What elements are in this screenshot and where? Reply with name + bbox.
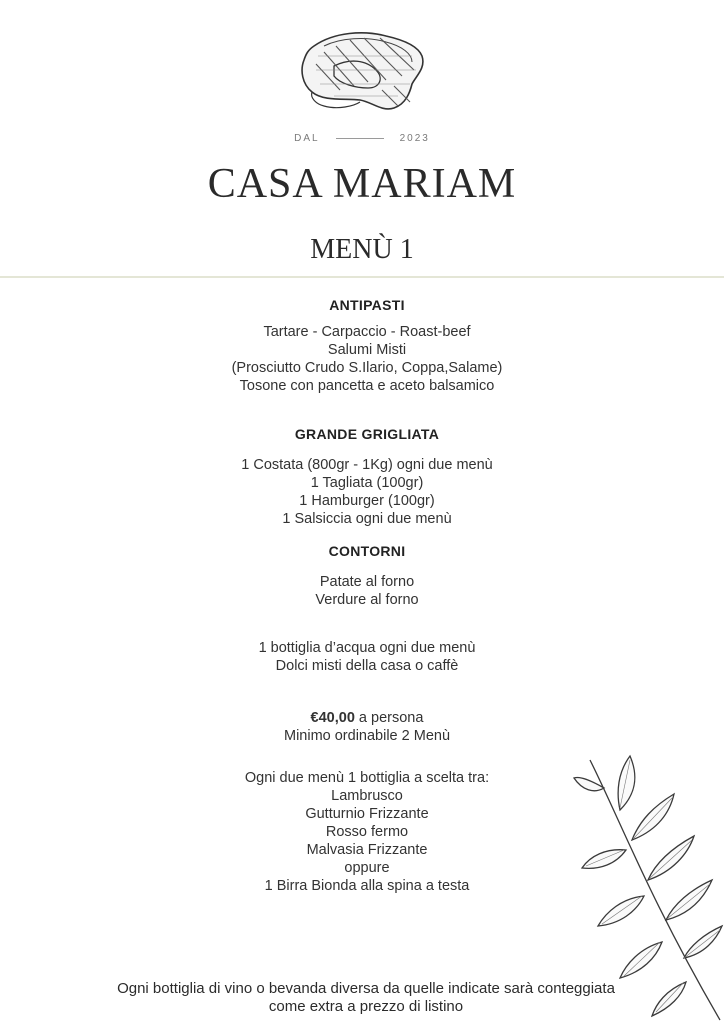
drink-item: oppure <box>344 860 390 876</box>
menu-item: Verdure al forno <box>315 592 419 608</box>
section-title-grigliata: GRANDE GRIGLIATA <box>294 426 440 442</box>
steak-logo-icon <box>294 26 434 116</box>
established-line <box>0 133 724 144</box>
since-year: 2023 <box>399 133 430 144</box>
header-divider <box>0 276 724 278</box>
footer-note <box>0 980 724 1016</box>
menu-item: (Prosciutto Crudo S.Ilario, Coppa,Salame) <box>231 360 503 376</box>
footer-line: come extra a prezzo di listino <box>268 998 464 1015</box>
price-unit: a persona <box>354 710 424 726</box>
menu-item: 1 Hamburger (100gr) <box>299 493 435 509</box>
minimum-order: Minimo ordinabile 2 Menù <box>283 728 451 744</box>
since-divider <box>336 138 384 139</box>
menu-item: Patate al forno <box>319 574 415 590</box>
drink-item: Malvasia Frizzante <box>306 842 428 858</box>
restaurant-name: CASA MARIAM <box>207 161 517 207</box>
section-title-antipasti: ANTIPASTI <box>329 297 405 313</box>
drink-item: Gutturnio Frizzante <box>305 806 429 822</box>
drink-item: Rosso fermo <box>325 824 409 840</box>
drinks-intro: Ogni due menù 1 bottiglia a scelta tra: <box>244 770 490 786</box>
menu-title: MENÙ 1 <box>310 234 414 265</box>
section-title-contorni: CONTORNI <box>328 543 406 559</box>
drink-item: Lambrusco <box>331 788 403 804</box>
footer-line: Ogni bottiglia di vino o bevanda diversa da quelle indicate sarà conteggiata <box>117 980 615 997</box>
menu-item: 1 Tagliata (100gr) <box>310 475 424 491</box>
menu-item: 1 Salsiccia ogni due menù <box>282 511 452 527</box>
menu-item: Tosone con pancetta e aceto balsamico <box>239 378 495 394</box>
price-value: €40,00 <box>310 710 355 726</box>
menu-item: 1 Costata (800gr - 1Kg) ogni due menù <box>241 457 493 473</box>
price-line <box>0 709 724 727</box>
drink-item: 1 Birra Bionda alla spina a testa <box>264 878 470 894</box>
menu-item: Salumi Misti <box>327 342 407 358</box>
since-label: DAL <box>294 133 320 144</box>
menu-item: Tartare - Carpaccio - Roast-beef <box>263 324 471 340</box>
extra-item: Dolci misti della casa o caffè <box>275 658 459 674</box>
extra-item: 1 bottiglia d’acqua ogni due menù <box>258 640 476 656</box>
